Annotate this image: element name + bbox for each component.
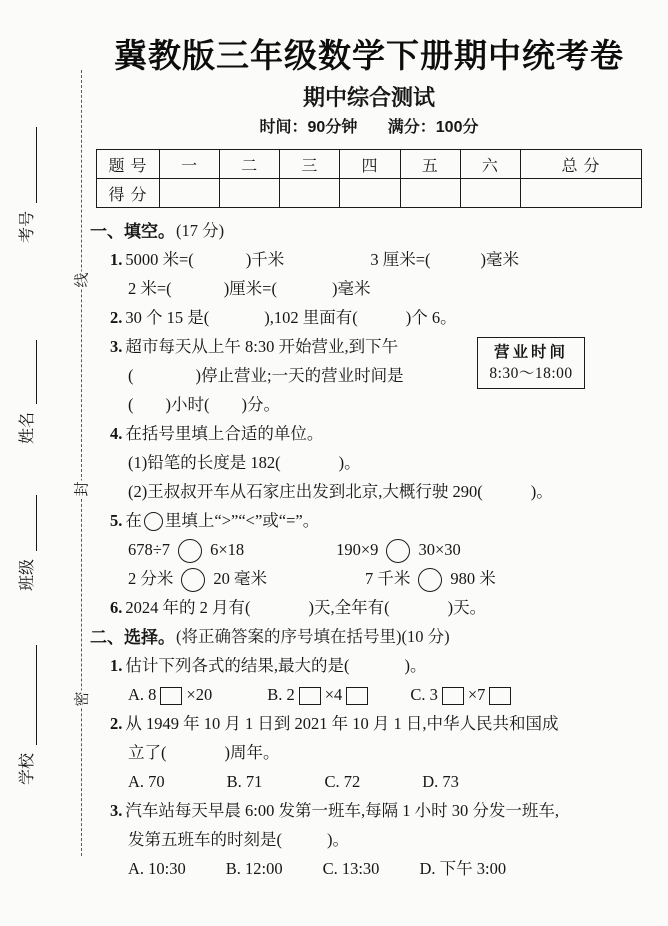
text-segment: )千米 — [245, 250, 285, 270]
answer-blank-gap — [358, 318, 406, 320]
score-table-header-cell: 三 — [280, 150, 340, 179]
question-number: 1. — [110, 250, 123, 270]
business-hours-title: 营业时间 — [493, 344, 568, 361]
business-hours-box — [477, 337, 585, 389]
answer-blank-gap — [360, 782, 422, 784]
answer-blank-gap — [186, 869, 226, 871]
light-text-segment: (将正确答案的序号填在括号里)(10 分) — [176, 627, 450, 647]
exam-line — [90, 710, 648, 739]
answer-blank-gap — [210, 405, 242, 407]
answer-blank-gap — [209, 318, 264, 320]
question-number: 3. — [110, 801, 123, 821]
text-segment: 发第五班车的时刻是( — [128, 830, 282, 850]
exam-line — [90, 246, 648, 275]
field-label: 学校 — [19, 753, 36, 786]
text-segment: B. 71 — [226, 772, 263, 792]
field-underline — [21, 645, 37, 745]
section-title: 二、选择。 — [90, 628, 175, 647]
exam-line — [90, 391, 648, 420]
answer-blank-gap — [267, 579, 365, 581]
text-segment: )。 — [404, 656, 427, 676]
exam-line — [90, 797, 648, 826]
score-table-header-cell: 五 — [400, 150, 460, 179]
hidden-digit-square — [299, 687, 321, 705]
text-segment: 在括号里填上合适的单位。 — [125, 424, 324, 444]
text-segment: 3 厘米=( — [370, 250, 431, 270]
text-segment: 里填上“>”“<”或“=”。 — [164, 511, 320, 531]
section-title: 一、填空。 — [90, 222, 175, 241]
answer-blank-gap — [262, 782, 324, 784]
text-segment: 6×18 — [210, 540, 245, 560]
answer-blank-gap — [282, 840, 327, 842]
text-segment: A. 8 — [128, 685, 157, 705]
text-segment: A. 70 — [128, 772, 165, 792]
school-field — [15, 641, 37, 789]
text-segment: )停止营业;一天的营业时间是 — [195, 366, 404, 386]
text-segment: 2024 年的 2 月有( — [125, 598, 251, 618]
text-segment: )个 6。 — [405, 308, 457, 328]
text-segment: C. 72 — [324, 772, 361, 792]
exam-line — [90, 768, 648, 797]
text-segment: )。 — [530, 482, 553, 502]
compare-circle — [418, 568, 442, 592]
exam-full-score: 满分：100分 — [387, 119, 479, 136]
exam-info-line — [90, 118, 648, 138]
class-field — [15, 491, 37, 595]
exam-line — [90, 420, 648, 449]
answer-blank-gap — [281, 463, 339, 465]
score-table-header-cell: 四 — [340, 150, 400, 179]
text-segment: B. 2 — [267, 685, 295, 705]
seal-char: 线 — [68, 271, 95, 288]
answer-blank-gap — [167, 753, 225, 755]
text-segment: 30 个 15 是( — [125, 308, 210, 328]
field-label: 班级 — [19, 559, 36, 592]
text-segment: 20 毫米 — [213, 569, 267, 589]
hidden-digit-square — [489, 687, 511, 705]
score-table-score-row — [97, 179, 642, 208]
score-cell-empty — [521, 179, 642, 208]
compare-circle — [386, 539, 410, 563]
exam-line — [90, 449, 648, 478]
answer-blank-gap — [483, 492, 531, 494]
answer-blank-gap — [134, 376, 196, 378]
text-segment: D. 73 — [422, 772, 459, 792]
seal-char: 密 — [68, 690, 95, 707]
answer-blank-gap — [251, 608, 309, 610]
answer-blank-gap — [194, 260, 246, 262]
exam-line — [90, 826, 648, 855]
question-number: 5. — [110, 511, 123, 531]
text-segment: )周年。 — [224, 743, 280, 763]
seal-char: 封 — [68, 480, 95, 497]
seal-dotted-line — [81, 70, 82, 856]
exam-number-field — [15, 123, 37, 247]
score-row-label: 得 分 — [97, 179, 160, 208]
business-hours-value: 8:30～18:00 — [489, 365, 573, 382]
score-table-header-cell: 题 号 — [97, 150, 160, 179]
compare-circle-small — [144, 512, 163, 531]
text-segment: ×4 — [324, 685, 343, 705]
score-cell-empty — [400, 179, 460, 208]
student-name-field — [15, 336, 37, 448]
answer-blank-gap — [390, 608, 448, 610]
field-underline — [21, 495, 37, 551]
question-number: 4. — [110, 424, 123, 444]
light-text-segment: (17 分) — [176, 221, 225, 241]
text-segment: 从 1949 年 10 月 1 日到 2021 年 10 月 1 日,中华人民共和国成 — [125, 714, 559, 734]
exam-subtitle: 期中综合测试 — [302, 85, 435, 110]
answer-blank-gap — [165, 782, 227, 784]
question-number: 2. — [110, 714, 123, 734]
text-segment: 30×30 — [418, 540, 461, 560]
text-segment: 超市每天从上午 8:30 开始营业,到下午 — [125, 337, 399, 357]
hidden-digit-square — [346, 687, 368, 705]
text-segment: 估计下列各式的结果,最大的是( — [125, 656, 350, 676]
question-number: 1. — [110, 656, 123, 676]
answer-blank-gap — [431, 260, 481, 262]
score-cell-empty — [220, 179, 280, 208]
text-segment: 7 千米 — [365, 569, 411, 589]
text-segment: 在 — [125, 511, 142, 531]
hidden-digit-square — [442, 687, 464, 705]
compare-circle — [178, 539, 202, 563]
text-segment: )分。 — [241, 395, 280, 415]
exam-line — [90, 507, 648, 536]
section-heading-line — [90, 217, 648, 246]
text-segment: ( — [128, 395, 134, 415]
exam-line — [90, 565, 648, 594]
score-table-header-cell: 一 — [160, 150, 220, 179]
exam-line — [90, 855, 648, 884]
score-cell-empty — [280, 179, 340, 208]
exam-line — [90, 478, 648, 507]
answer-blank-gap — [284, 260, 370, 262]
score-table-header-row — [97, 150, 642, 179]
text-segment: ),102 里面有( — [264, 308, 358, 328]
score-cell-empty — [160, 179, 220, 208]
text-segment: )天,全年有( — [308, 598, 390, 618]
question-number: 6. — [110, 598, 123, 618]
field-label: 姓名 — [19, 412, 36, 445]
text-segment: D. 下午 3:00 — [419, 859, 507, 879]
answer-blank-gap — [283, 869, 323, 871]
field-underline — [21, 127, 37, 203]
exam-line — [90, 304, 648, 333]
exam-line — [90, 536, 648, 565]
score-cell-empty — [340, 179, 400, 208]
score-table — [96, 149, 642, 208]
score-cell-empty — [460, 179, 520, 208]
exam-line — [90, 275, 648, 304]
question-number: 3. — [110, 337, 123, 357]
answer-blank-gap — [244, 550, 336, 552]
answer-blank-gap — [379, 869, 419, 871]
text-segment: )。 — [338, 453, 361, 473]
exam-line — [90, 652, 648, 681]
exam-line — [90, 739, 648, 768]
text-segment: 立了( — [128, 743, 167, 763]
text-segment: (2)王叔叔开车从石家庄出发到北京,大概行驶 290( — [128, 482, 483, 502]
text-segment: )小时( — [165, 395, 210, 415]
answer-blank-gap — [172, 289, 224, 291]
text-segment: ( — [128, 366, 134, 386]
text-segment: 190×9 — [336, 540, 379, 560]
text-segment: ×20 — [186, 685, 213, 705]
text-segment: )厘米=( — [223, 279, 277, 299]
answer-blank-gap — [212, 695, 267, 697]
compare-circle — [181, 568, 205, 592]
text-segment: )毫米 — [480, 250, 519, 270]
field-underline — [21, 340, 37, 404]
text-segment: 2 米=( — [128, 279, 172, 299]
exam-content — [90, 0, 648, 884]
section-heading-line — [90, 623, 648, 652]
text-segment: 678÷7 — [128, 540, 171, 560]
text-segment: 汽车站每天早晨 6:00 发第一班车,每隔 1 小时 30 分发一班车, — [125, 801, 559, 821]
text-segment: ×7 — [467, 685, 486, 705]
text-segment: )。 — [327, 830, 349, 850]
exam-line — [90, 681, 648, 710]
page-title: 冀教版三年级数学下册期中统考卷 — [114, 37, 624, 74]
answer-blank-gap — [350, 666, 405, 668]
text-segment: 5000 米=( — [125, 250, 194, 270]
text-segment: )天。 — [447, 598, 487, 618]
text-segment: (1)铅笔的长度是 182( — [128, 453, 281, 473]
text-segment: C. 3 — [410, 685, 438, 705]
score-table-header-cell: 六 — [460, 150, 520, 179]
answer-blank-gap — [134, 405, 166, 407]
text-segment: 980 米 — [450, 569, 496, 589]
text-segment: A. 10:30 — [128, 859, 186, 879]
question-number: 2. — [110, 308, 123, 328]
text-segment: B. 12:00 — [225, 859, 283, 879]
exam-time-limit: 时间：90分钟 — [259, 119, 358, 136]
hidden-digit-square — [160, 687, 182, 705]
score-table-header-cell: 二 — [220, 150, 280, 179]
score-table-header-cell: 总 分 — [521, 150, 642, 179]
question-lines — [90, 217, 648, 884]
answer-blank-gap — [372, 695, 410, 697]
answer-blank-gap — [277, 289, 332, 291]
field-label: 考号 — [19, 211, 36, 244]
text-segment: C. 13:30 — [322, 859, 380, 879]
text-segment: 2 分米 — [128, 569, 174, 589]
text-segment: )毫米 — [331, 279, 371, 299]
exam-line — [90, 594, 648, 623]
